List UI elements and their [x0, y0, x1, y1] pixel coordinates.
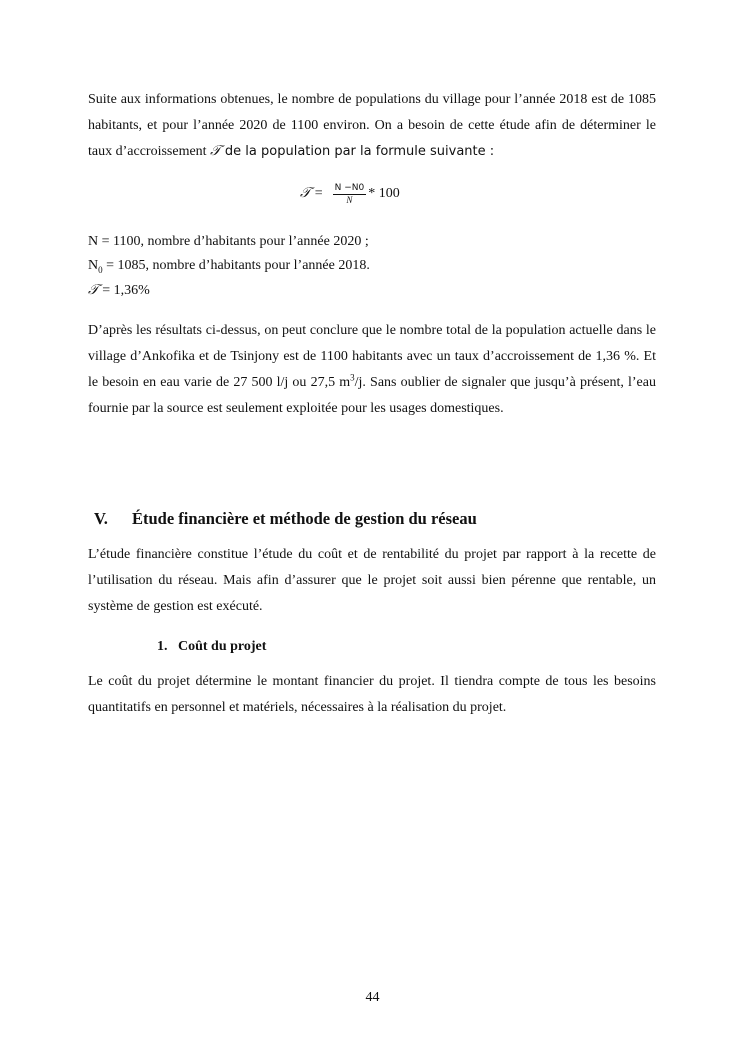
page-number: 44 [365, 990, 380, 1005]
section-title: Étude financière et méthode de gestion du réseau [132, 509, 477, 528]
formula-lhs: 𝒯 [300, 186, 311, 201]
cubic-superscript: 3 [350, 372, 355, 383]
definition-n: N = 1100, nombre d’habitants pour l’année 2020 ; [88, 234, 369, 249]
conclusion-paragraph [88, 318, 656, 422]
formula-rhs: * 100 [368, 186, 400, 201]
section-number: V. [94, 509, 108, 528]
conclusion-tail: /j. Sans oublier de signaler que jusqu’à présent, l’eau fournie par la source est seulement exploitée pour les usages domestiques. [88, 375, 656, 416]
formula-numerator: N −N0 [334, 182, 365, 193]
financial-study-paragraph: L’étude financière constitue l’étude du coût et de rentabilité du projet par rapport à la recette de l’utilisation du réseau. Mais afin d’assurer que le projet soit aussi bien pérenne que rentable, un système de gestion est exécuté. [88, 547, 656, 614]
formula-equals: = [314, 186, 323, 201]
n0-text: = 1085, nombre d’habitants pour l’année 2018. [102, 258, 370, 273]
subsection-heading [157, 639, 266, 655]
t-symbol: 𝒯 [88, 283, 99, 298]
subsection-number: 1. [157, 639, 168, 654]
intro-paragraph [88, 87, 656, 165]
intro-tail: de la population par la formule suivante : [220, 144, 495, 159]
t-text: = 1,36% [98, 283, 150, 298]
growth-rate-formula [300, 176, 400, 212]
n0-subscript: 0 [98, 264, 103, 275]
intro-text: Suite aux informations obtenues, le nombre de populations du village pour l’année 2018 est de 1085 habitants, et pour l’année 2020 de 1100 environ. On a besoin de cette étude afin de déterminer le taux d’accroissement [88, 92, 656, 159]
definition-t [88, 281, 150, 301]
n0-symbol: N [88, 258, 99, 273]
project-cost-paragraph: Le coût du projet détermine le montant financier du projet. Il tiendra compte de tous les besoins quantitatifs en personnel et matériels, nécessaires à la réalisation du projet. [88, 674, 656, 715]
definition-n0 [88, 256, 370, 276]
section-heading [94, 509, 477, 529]
formula-denominator: N [346, 194, 353, 205]
rate-symbol: 𝒯 [210, 144, 221, 159]
subsection-title: Coût du projet [178, 639, 267, 654]
conclusion-text: D’après les résultats ci-dessus, on peut conclure que le nombre total de la population actuelle dans le village d’Ankofika et de Tsinjony est de 1100 habitants avec un taux d’accroissement de 1,36 %. Et le besoin en eau varie de 27 500 l/j ou 27,5 m [88, 323, 656, 390]
formula-fraction [333, 183, 367, 206]
